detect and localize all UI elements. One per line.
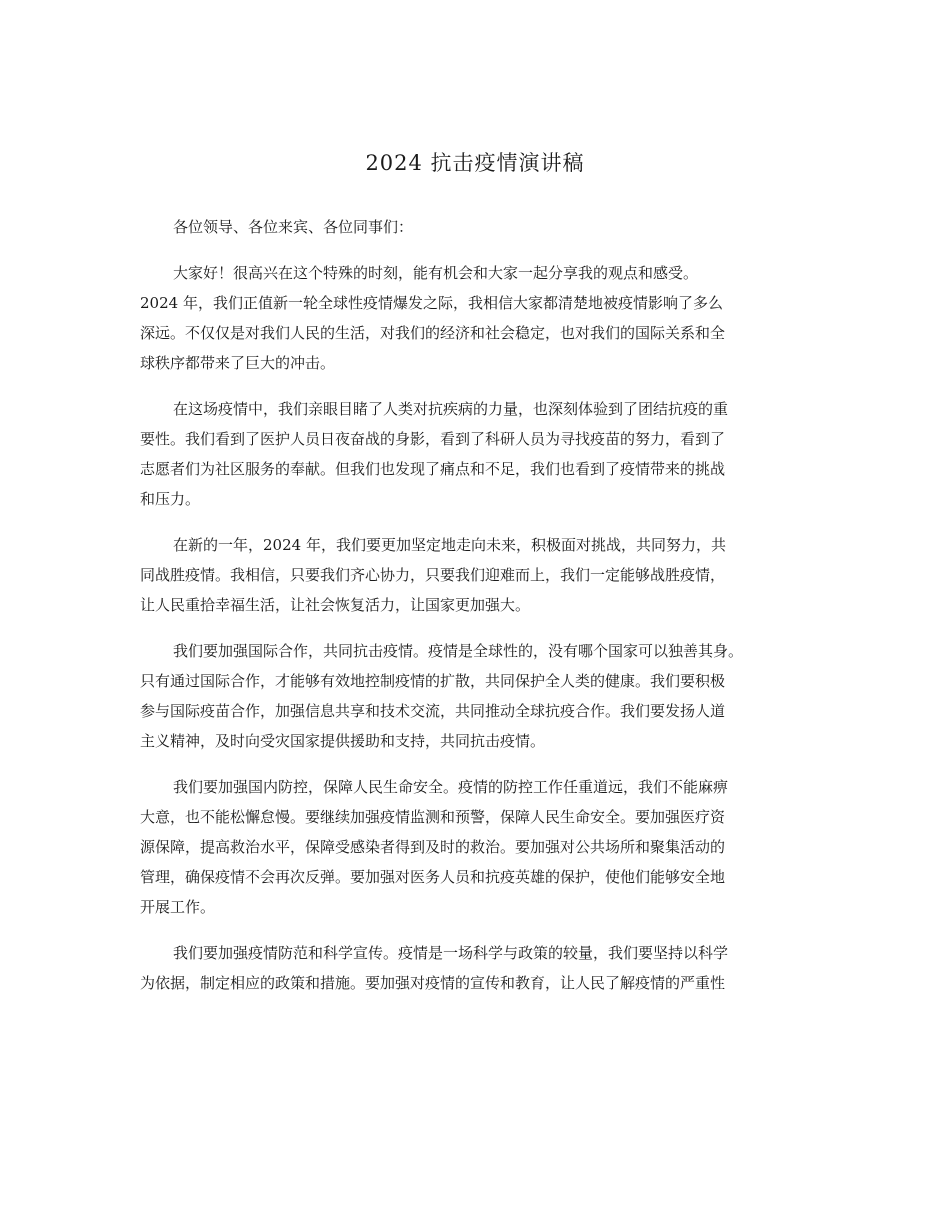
paragraph-new-year	[140, 530, 840, 620]
document-title: 2024 抗击疫情演讲稿	[365, 151, 585, 175]
text-line: 源保障，提高救治水平，保障受感染者得到及时的救治。要加强对公共场所和聚集活动的	[140, 838, 726, 856]
paragraph-international	[140, 636, 840, 756]
text-line: 大意，也不能松懈怠慢。要继续加强疫情监测和预警，保障人民生命安全。要加强医疗资	[140, 808, 726, 826]
text-line: 球秩序都带来了巨大的冲击。	[140, 354, 336, 372]
text-line: 志愿者们为社区服务的奉献。但我们也发现了痛点和不足，我们也看到了疫情带来的挑战	[140, 460, 726, 478]
text-line: 各位领导、各位来宾、各位同事们：	[173, 218, 414, 236]
text-line: 只有通过国际合作，才能够有效地控制疫情的扩散，共同保护全人类的健康。我们要积极	[140, 672, 726, 690]
text-line: 在新的一年，2024 年，我们要更加坚定地走向未来，积极面对挑战，共同努力，共	[173, 536, 726, 554]
paragraph-salutation	[140, 212, 840, 242]
text-line: 我们要加强国内防控，保障人民生命安全。疫情的防控工作任重道远，我们不能麻痹	[173, 778, 729, 796]
document-body	[140, 212, 840, 1014]
text-line: 要性。我们看到了医护人员日夜奋战的身影，看到了科研人员为寻找疫苗的努力，看到了	[140, 430, 726, 448]
text-line: 在这场疫情中，我们亲眼目睹了人类对抗疾病的力量，也深刻体验到了团结抗疫的重	[173, 400, 729, 418]
text-line: 大家好！很高兴在这个特殊的时刻，能有机会和大家一起分享我的观点和感受。	[173, 264, 699, 282]
text-line: 管理，确保疫情不会再次反弹。要加强对医务人员和抗疫英雄的保护，使他们能够安全地	[140, 868, 726, 886]
paragraph-greeting	[140, 258, 840, 378]
text-line: 我们要加强国际合作，共同抗击疫情。疫情是全球性的，没有哪个国家可以独善其身。	[173, 642, 744, 660]
text-line: 2024 年，我们正值新一轮全球性疫情爆发之际，我相信大家都清楚地被疫情影响了多么	[140, 294, 723, 312]
text-line: 和压力。	[140, 490, 201, 508]
paragraph-science	[140, 938, 840, 998]
text-line: 参与国际疫苗合作，加强信息共享和技术交流，共同推动全球抗疫合作。我们要发扬人道	[140, 702, 726, 720]
text-line: 深远。不仅仅是对我们人民的生活，对我们的经济和社会稳定，也对我们的国际关系和全	[140, 324, 726, 342]
paragraph-witness	[140, 394, 840, 514]
text-line: 开展工作。	[140, 898, 216, 916]
text-line: 我们要加强疫情防范和科学宣传。疫情是一场科学与政策的较量，我们要坚持以科学	[173, 944, 729, 962]
text-line: 主义精神，及时向受灾国家提供援助和支持，共同抗击疫情。	[140, 732, 546, 750]
text-line: 同战胜疫情。我相信，只要我们齐心协力，只要我们迎难而上，我们一定能够战胜疫情，	[140, 566, 726, 584]
text-line: 为依据，制定相应的政策和措施。要加强对疫情的宣传和教育，让人民了解疫情的严重性	[140, 974, 726, 992]
paragraph-domestic	[140, 772, 840, 922]
text-line: 让人民重拾幸福生活，让社会恢复活力，让国家更加强大。	[140, 596, 531, 614]
